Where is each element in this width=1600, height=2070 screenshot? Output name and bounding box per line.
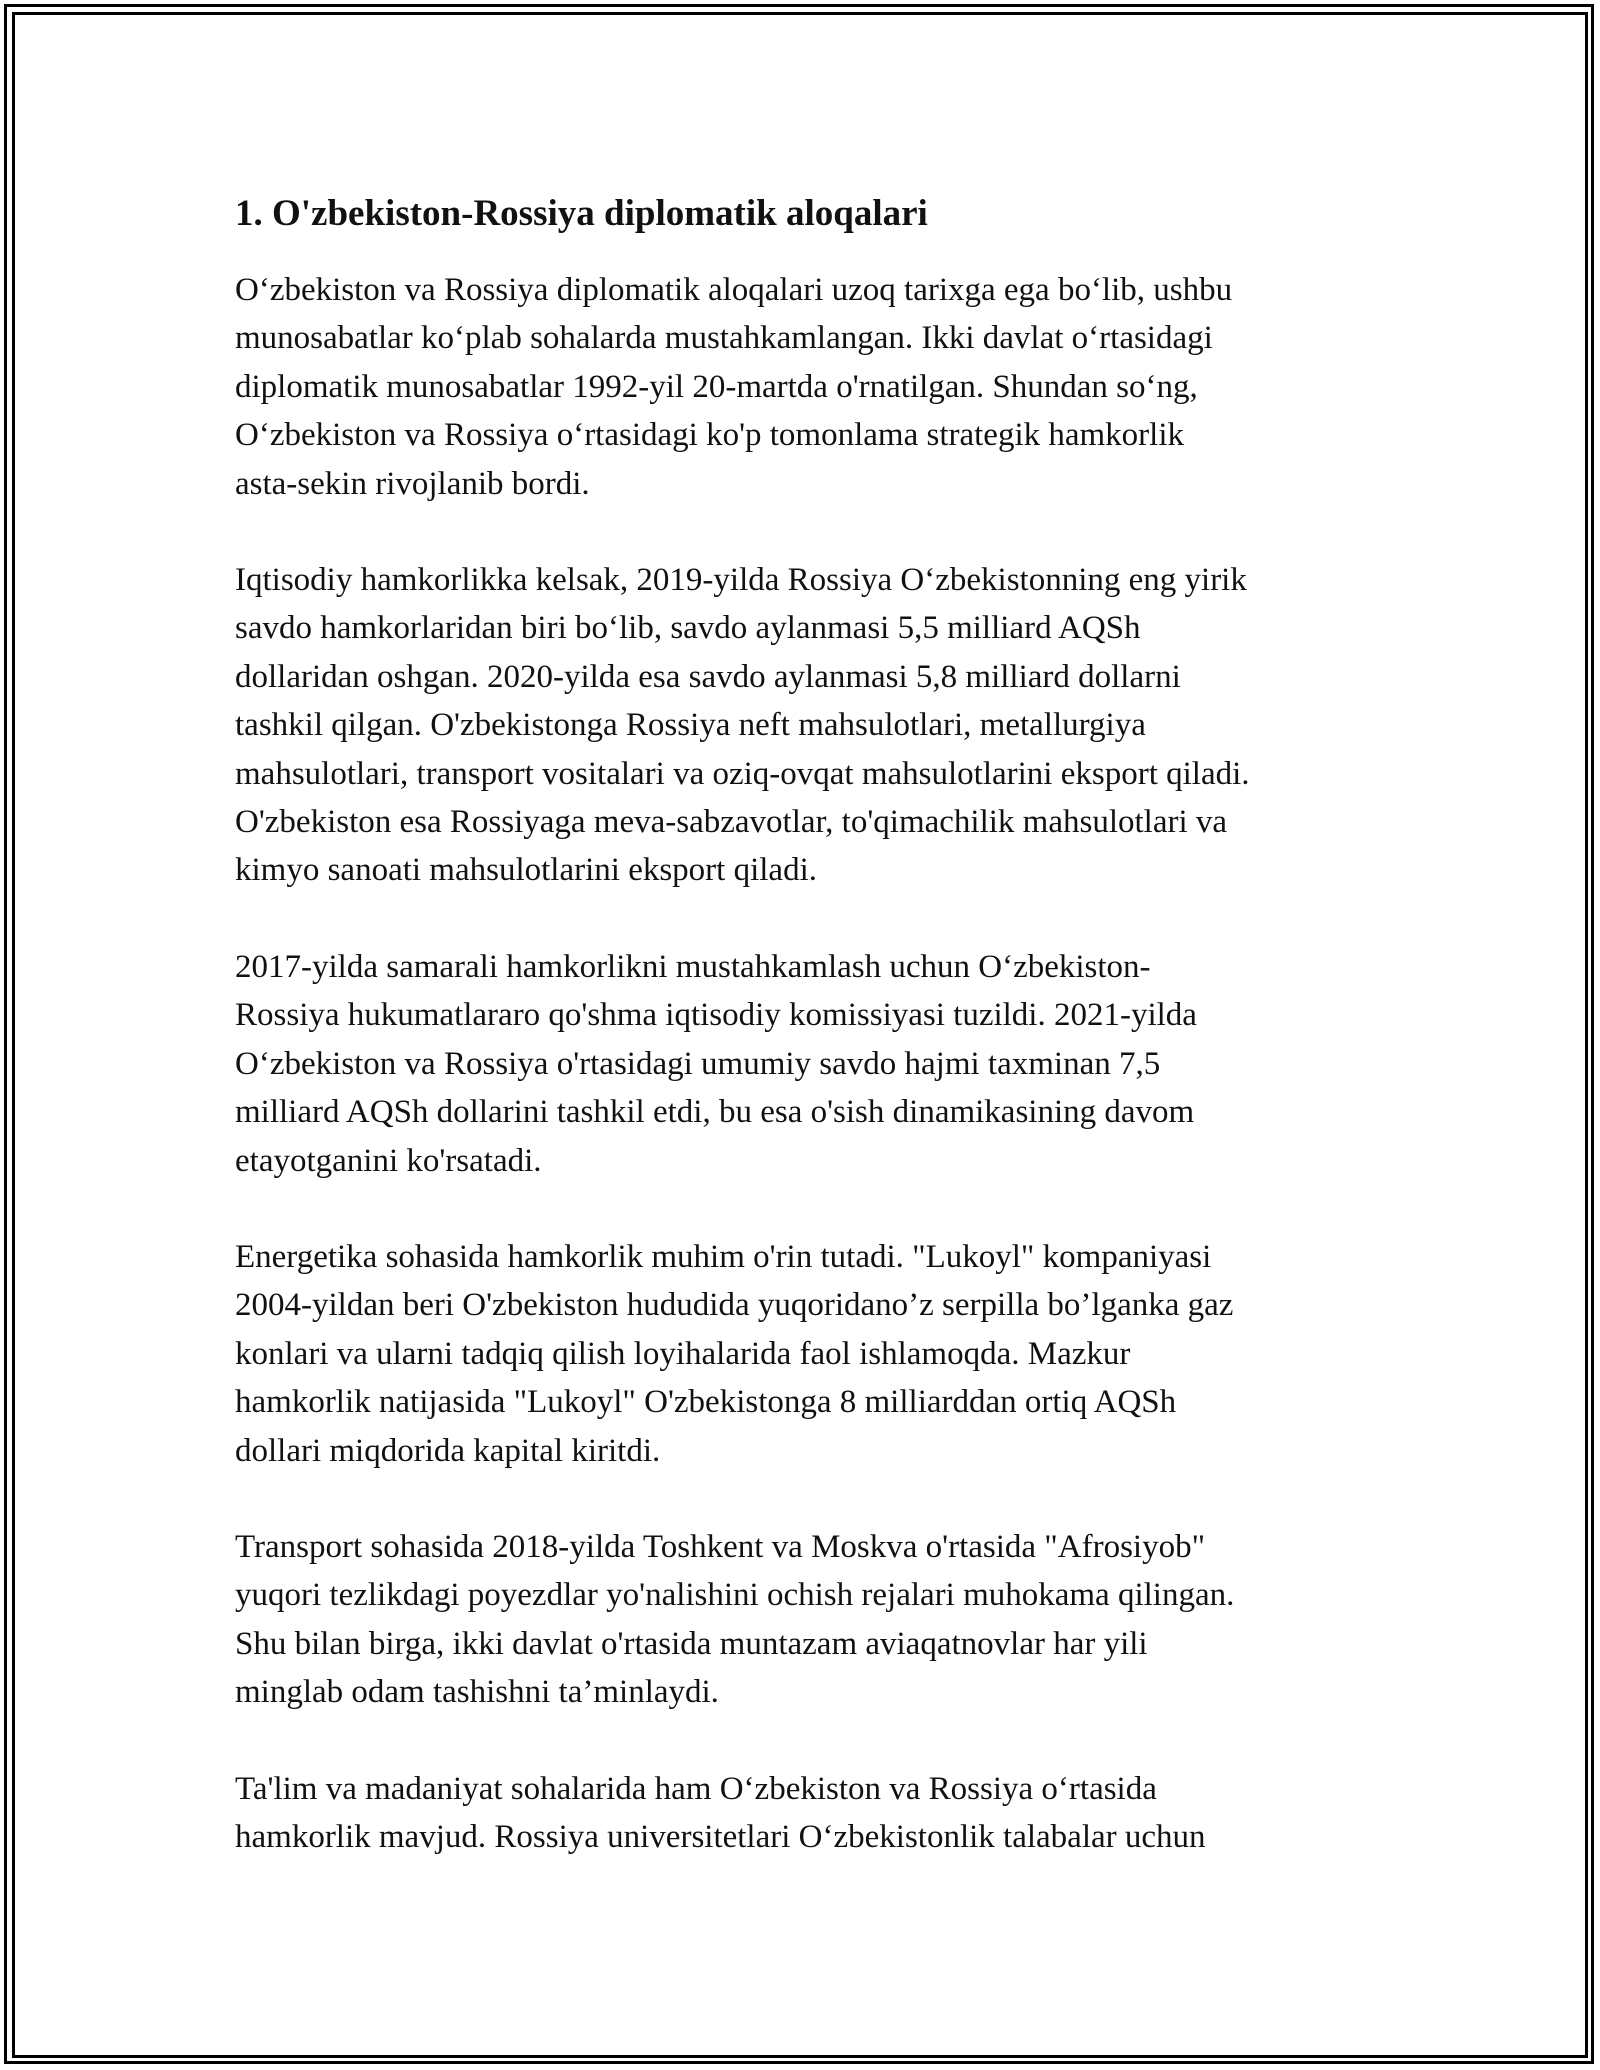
text-line: diplomatik munosabatlar 1992-yil 20-martda o'rnatilgan. Shundan so‘ng, [235, 368, 1198, 405]
text-line: hamkorlik mavjud. Rossiya universitetlari O‘zbekistonlik talabalar uchun [235, 1818, 1206, 1855]
document-body [235, 188, 1365, 1909]
text-line: milliard AQSh dollarini tashkil etdi, bu esa o'sish dinamikasining davom [235, 1094, 1195, 1131]
text-line: munosabatlar ko‘plab sohalarda mustahkamlangan. Ikki davlat o‘rtasidagi [235, 320, 1213, 357]
text-line: mahsulotlari, transport vositalari va oziq-ovqat mahsulotlarini eksport qiladi. [235, 755, 1250, 792]
paragraph-education-culture [235, 1765, 1365, 1862]
text-line: minglab odam tashishni ta’minlaydi. [235, 1674, 719, 1711]
section-heading: 1. O'zbekiston-Rossiya diplomatik aloqalari [235, 193, 928, 234]
text-line: hamkorlik natijasida "Lukoyl" O'zbekistonga 8 milliarddan ortiq AQSh [235, 1384, 1177, 1421]
text-line: Shu bilan birga, ikki davlat o'rtasida muntazam aviaqatnovlar har yili [235, 1625, 1148, 1662]
text-line: Energetika sohasida hamkorlik muhim o'rin tutadi. "Lukoyl" kompaniyasi [235, 1238, 1212, 1275]
text-line: Transport sohasida 2018-yilda Toshkent va Moskva o'rtasida "Afrosiyob" [235, 1528, 1206, 1565]
text-line: etayotganini ko'rsatadi. [235, 1142, 542, 1179]
text-line: O'zbekiston esa Rossiyaga meva-sabzavotlar, to'qimachilik mahsulotlari va [235, 804, 1228, 841]
paragraph-economic-cooperation [235, 556, 1365, 895]
paragraph-energy [235, 1233, 1365, 1475]
text-line: kimyo sanoati mahsulotlarini eksport qiladi. [235, 852, 817, 889]
text-line: dollaridan oshgan. 2020-yilda esa savdo aylanmasi 5,8 milliard dollarni [235, 658, 1181, 695]
paragraph-commission [235, 943, 1365, 1185]
text-line: Iqtisodiy hamkorlikka kelsak, 2019-yilda Rossiya O‘zbekistonning eng yirik [235, 562, 1247, 599]
text-line: 2004-yildan beri O'zbekiston hududida yuqoridano’z serpilla bo’lganka gaz [235, 1287, 1234, 1324]
text-line: Rossiya hukumatlararo qo'shma iqtisodiy komissiyasi tuzildi. 2021-yilda [235, 997, 1197, 1034]
text-line: konlari va ularni tadqiq qilish loyihalarida faol ishlamoqda. Mazkur [235, 1335, 1131, 1372]
text-line: 2017-yilda samarali hamkorlikni mustahkamlash uchun O‘zbekiston- [235, 948, 1151, 985]
text-line: O‘zbekiston va Rossiya diplomatik aloqalari uzoq tarixga ega bo‘lib, ushbu [235, 272, 1233, 308]
text-line: O‘zbekiston va Rossiya o'rtasidagi umumiy savdo hajmi taxminan 7,5 [235, 1045, 1161, 1082]
text-line: Ta'lim va madaniyat sohalarida ham O‘zbekiston va Rossiya o‘rtasida [235, 1770, 1157, 1807]
text-line: tashkil qilgan. O'zbekistonga Rossiya neft mahsulotlari, metallurgiya [235, 707, 1146, 744]
text-line: savdo hamkorlaridan biri bo‘lib, savdo aylanmasi 5,5 milliard AQSh [235, 610, 1141, 647]
text-line: yuqori tezlikdagi poyezdlar yo'nalishini ochish rejalari muhokama qilingan. [235, 1577, 1235, 1614]
text-line: dollari miqdorida kapital kiritdi. [235, 1432, 661, 1469]
paragraph-diplomatic-relations [235, 266, 1365, 508]
paragraph-transport [235, 1523, 1365, 1717]
text-line: O‘zbekiston va Rossiya o‘rtasidagi ko'p tomonlama strategik hamkorlik [235, 417, 1185, 454]
text-line: asta-sekin rivojlanib bordi. [235, 465, 590, 502]
